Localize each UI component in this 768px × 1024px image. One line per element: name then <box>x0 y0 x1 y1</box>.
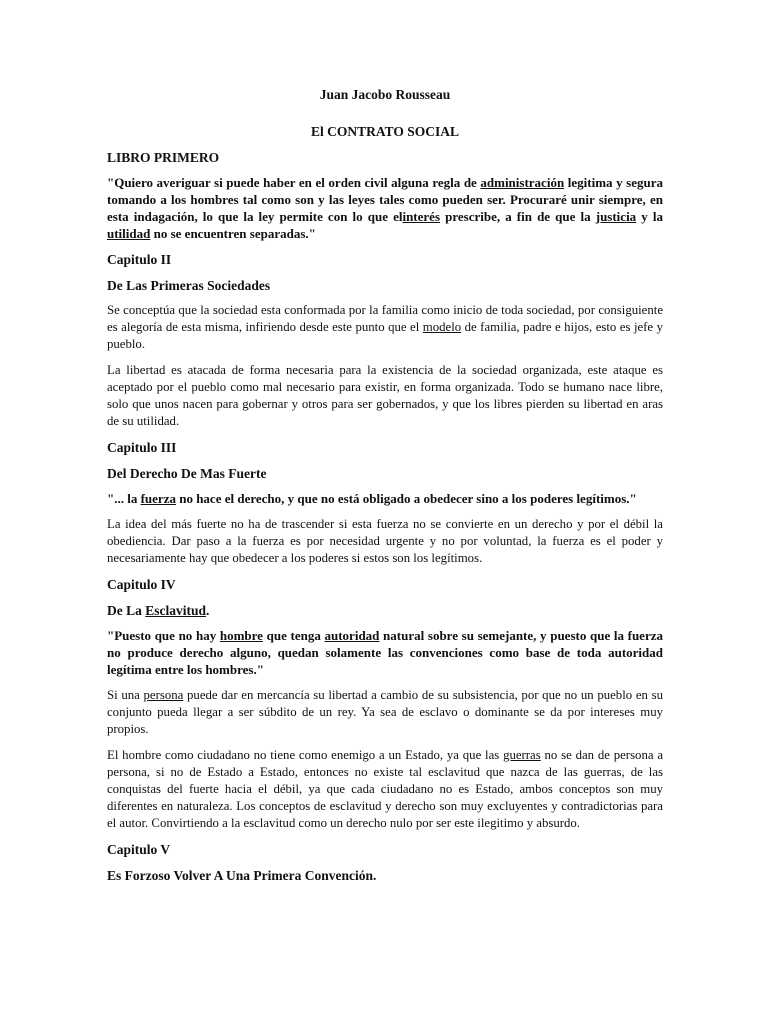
link-persona[interactable]: persona <box>143 688 184 702</box>
link-justicia[interactable]: justicia <box>595 209 637 224</box>
link-administracion[interactable]: administración <box>480 175 565 190</box>
link-fuerza[interactable]: fuerza <box>140 491 176 506</box>
document-title: El CONTRATO SOCIAL <box>310 124 460 139</box>
chapter-2-heading: Capitulo II <box>107 252 172 267</box>
link-hombre[interactable]: hombre <box>219 628 263 643</box>
link-guerras[interactable]: guerras <box>503 748 541 762</box>
chapter-4-paragraph-1: Si una persona puede dar en mercancía su libertad a cambio de su subsistencia, por que no un pueblo en su conjunto pueda llegar a ser súbdito de un rey. Ya sea de esclavo o dominante se da por intereses muy propios. <box>107 688 663 736</box>
link-interes[interactable]: interés <box>402 209 441 224</box>
chapter-4-paragraph-2: El hombre como ciudadano no tiene como enemigo a un Estado, ya que las guerras no se dan de persona a persona, si no de Estado a Estado, entonces no existe tal esclavitud que nazca de las guerras, de las conquistas del fuerte hacia el débil, ya que cada ciudadano no es Estado, ambos conceptos son muy diferentes en naturaleza. Los conceptos de esclavitud y derecho son muy excluyentes y contradictorias para el autor. Convirtiendo a la esclavitud como un derecho nulo por ser este ilegitimo y absurdo. <box>107 748 663 830</box>
chapter-2-paragraph-2: La libertad es atacada de forma necesaria para la existencia de la sociedad organizada, este ataque es aceptado por el pueblo como mal necesario para existir, en forma organizada. Todo se humano nace libre, solo que unos nacen para gobernar y otros para ser gobernados, y que los libres pierden su libertad en aras de su utilidad. <box>107 363 663 428</box>
book-quote: "Quiero averiguar si puede haber en el orden civil alguna regla de administración legitima y segura tomando a los hombres tal como son y las leyes tales como pueden ser. Procuraré unir siempre, en esta indagación, lo que la ley permite con lo que elinterés prescribe, a fin de que la justicia y la utilidad no se encuentren separadas." <box>107 175 663 241</box>
link-esclavitud[interactable]: Esclavitud <box>145 603 207 618</box>
chapter-4-subheading: De La Esclavitud. <box>107 603 210 618</box>
chapter-2-subheading: De Las Primeras Sociedades <box>107 278 271 293</box>
link-utilidad[interactable]: utilidad <box>107 226 151 241</box>
chapter-4-quote: "Puesto que no hay hombre que tenga autoridad natural sobre su semejante, y puesto que la fuerza no produce derecho alguno, quedan solamente las convenciones como base de toda autoridad legítima entre los hombres." <box>107 628 663 677</box>
document-author: Juan Jacobo Rousseau <box>319 87 451 102</box>
chapter-5-subheading: Es Forzoso Volver A Una Primera Convención. <box>107 868 377 883</box>
chapter-3-heading: Capitulo III <box>107 440 177 455</box>
link-modelo[interactable]: modelo <box>422 320 462 334</box>
chapter-5-heading: Capitulo V <box>107 842 171 857</box>
chapter-4-heading: Capitulo IV <box>107 577 176 592</box>
chapter-3-subheading: Del Derecho De Mas Fuerte <box>107 466 267 481</box>
book-label: LIBRO PRIMERO <box>107 150 220 165</box>
chapter-3-paragraph-1: La idea del más fuerte no ha de trascender si esta fuerza no se convierte en un derecho y por el débil la obediencia. Dar paso a la fuerza es por necesidad urgente y no por voluntad, la fuerza es el poder y necesariamente hay que obedecer a los poderes si estos son los legítimos. <box>107 517 663 565</box>
chapter-2-paragraph-1: Se conceptúa que la sociedad esta conformada por la familia como inicio de toda sociedad, por consiguiente es alegoría de esta misma, infiriendo desde este punto que el modelo de familia, padre e hijos, esto es jefe y pueblo. <box>107 303 663 351</box>
link-autoridad[interactable]: autoridad <box>324 628 380 643</box>
chapter-3-quote: "... la fuerza no hace el derecho, y que no está obligado a obedecer sino a los poderes legítimos." <box>107 491 637 506</box>
